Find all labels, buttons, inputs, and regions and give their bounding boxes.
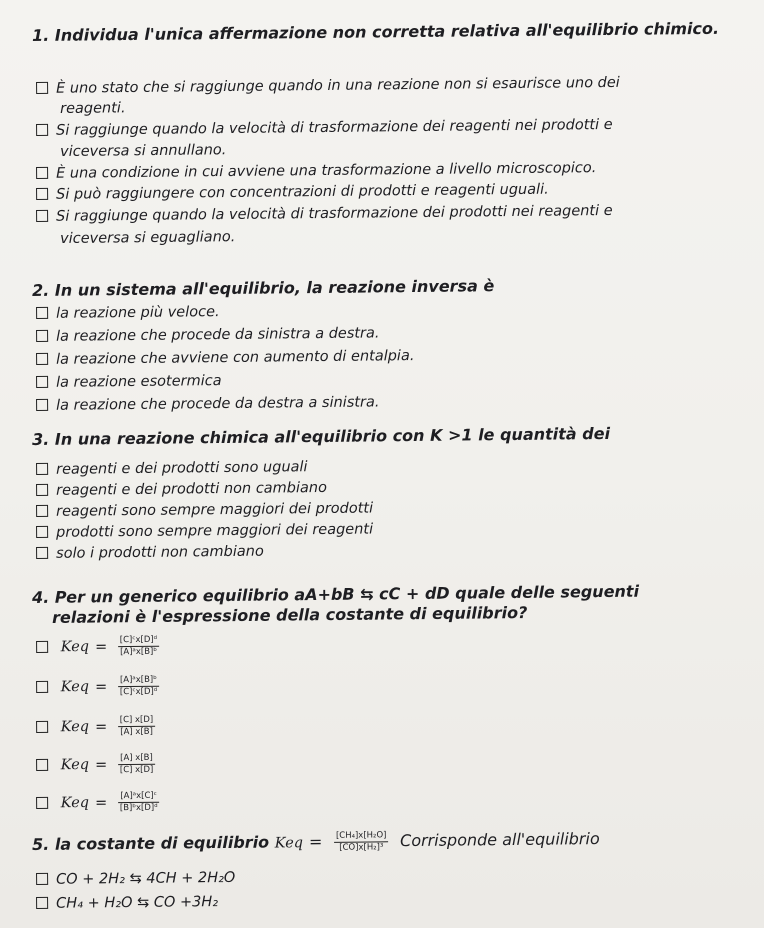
- keq-fraction: $\frac{[A] x[B]}{[C] x[D]}$: [118, 753, 156, 776]
- q2-option-b[interactable]: la reazione che procede da sinistra a destra.: [36, 320, 744, 347]
- checkbox[interactable]: [36, 758, 48, 770]
- q4-option-c[interactable]: Keq = $\frac{[C] x[D]}{[A] x[B]}$: [36, 709, 744, 739]
- checkbox[interactable]: [36, 399, 48, 411]
- keq-label: Keq: [60, 678, 90, 696]
- q4-option-d[interactable]: Keq = $\frac{[A] x[B]}{[C] x[D]}$: [36, 747, 744, 777]
- checkbox[interactable]: [36, 463, 48, 475]
- checkbox[interactable]: [36, 188, 48, 200]
- q3-option-a[interactable]: reagenti e dei prodotti sono uguali: [36, 453, 744, 480]
- keq-fraction: $\frac{[C] x[D]}{[A] x[B]}$: [118, 715, 156, 738]
- question-4-title-line2: relazioni è l'espressione della costante di equilibrio?: [52, 603, 528, 627]
- keq-label: Keq: [60, 794, 90, 812]
- q2-option-a[interactable]: la reazione più veloce.: [36, 297, 744, 324]
- question-4-title-line1: 4. Per un generico equilibrio aA+bB ⇆ cC + dD quale delle seguenti: [32, 581, 640, 607]
- q1-option-e-cont: viceversa si eguagliano.: [60, 229, 236, 247]
- q4-option-b[interactable]: Keq = $\frac{\text{[A]ᵃx[B]ᵇ}}{\text{[C]ᶜx[D]ᵈ}}$: [36, 669, 744, 699]
- q1-option-b-cont: viceversa si annullano.: [60, 142, 227, 160]
- q1-option-e[interactable]: Si raggiunge quando la velocità di trasformazione dei prodotti nei reagenti e: [36, 200, 744, 227]
- checkbox[interactable]: [36, 796, 48, 808]
- keq-label: Keq: [274, 835, 304, 852]
- checkbox[interactable]: [36, 307, 48, 319]
- keq-fraction: $\frac{\text{[A]ᵃx[B]ᵇ}}{\text{[C]ᶜx[D]ᵈ}}$: [118, 675, 160, 698]
- checkbox[interactable]: [36, 330, 48, 342]
- checkbox[interactable]: [36, 640, 48, 652]
- question-1-title: 1. Individua l'unica affermazione non corretta relativa all'equilibrio chimico.: [32, 18, 720, 45]
- q2-option-c[interactable]: la reazione che avviene con aumento di entalpia.: [36, 343, 744, 370]
- q4-option-a[interactable]: Keq = $\frac{\text{[C]ᶜx[D]ᵈ}}{\text{[A]ᵃx[B]ᵇ}}$: [36, 629, 744, 659]
- q3-option-b[interactable]: reagenti e dei prodotti non cambiano: [36, 474, 744, 501]
- keq-label: Keq: [60, 638, 90, 656]
- checkbox[interactable]: [36, 897, 48, 909]
- checkbox[interactable]: [36, 124, 48, 136]
- q1-option-d[interactable]: Si può raggiungere con concentrazioni di prodotti e reagenti uguali.: [36, 178, 744, 205]
- checkbox[interactable]: [36, 680, 48, 692]
- q5-option-a[interactable]: CO + 2H₂ ⇆ 4CH + 2H₂O: [36, 863, 744, 890]
- q1-option-a-cont: reagenti.: [60, 100, 126, 117]
- keq-fraction: $\frac{\text{[C]ᶜx[D]ᵈ}}{\text{[A]ᵃx[B]ᵇ}}$: [118, 635, 160, 658]
- question-2-title: 2. In un sistema all'equilibrio, la reazione inversa è: [32, 276, 495, 300]
- keq-fraction: $\frac{\text{[A]ᵃx[C]ᶜ}}{\text{[B]ᵇx[D]ᵈ}}$: [118, 791, 160, 814]
- checkbox[interactable]: [36, 167, 48, 179]
- keq-fraction: $\frac{\text{[CH₄]x[H₂O]}}{\text{[CO]x[H₂]³}}$: [334, 830, 389, 854]
- q4-option-e[interactable]: Keq = $\frac{\text{[A]ᵃx[C]ᶜ}}{\text{[B]ᵇx[D]ᵈ}}$: [36, 785, 744, 815]
- checkbox[interactable]: [36, 210, 48, 222]
- q3-option-e[interactable]: solo i prodotti non cambiano: [36, 537, 744, 564]
- q1-option-a[interactable]: È uno stato che si raggiunge quando in una reazione non si esaurisce uno dei: [36, 72, 744, 99]
- keq-label: Keq: [60, 756, 90, 774]
- q1-option-c[interactable]: È una condizione in cui avviene una trasformazione a livello microscopico.: [36, 157, 744, 184]
- checkbox[interactable]: [36, 353, 48, 365]
- question-5-title: 5. la costante di equilibrio Keq = $\frac{\text{[CH₄]x[H₂O]}}{\text{[CO]x[H₂]³}}$ Corrisponde all'equilibrio: [32, 829, 600, 854]
- q3-option-c[interactable]: reagenti sono sempre maggiori dei prodotti: [36, 495, 744, 522]
- checkbox[interactable]: [36, 720, 48, 732]
- keq-label: Keq: [60, 718, 90, 736]
- q1-option-b[interactable]: Si raggiunge quando la velocità di trasformazione dei reagenti nei prodotti e: [36, 114, 744, 141]
- checkbox[interactable]: [36, 526, 48, 538]
- checkbox[interactable]: [36, 82, 48, 94]
- q2-option-d[interactable]: la reazione esotermica: [36, 366, 744, 393]
- q3-option-d[interactable]: prodotti sono sempre maggiori dei reagenti: [36, 516, 744, 543]
- checkbox[interactable]: [36, 484, 48, 496]
- checkbox[interactable]: [36, 547, 48, 559]
- question-3-title: 3. In una reazione chimica all'equilibrio con K >1 le quantità dei: [32, 423, 611, 449]
- q5-option-b[interactable]: CH₄ + H₂O ⇆ CO +3H₂: [36, 887, 744, 914]
- checkbox[interactable]: [36, 873, 48, 885]
- checkbox[interactable]: [36, 376, 48, 388]
- checkbox[interactable]: [36, 505, 48, 517]
- q2-option-e[interactable]: la reazione che procede da destra a sinistra.: [36, 389, 744, 416]
